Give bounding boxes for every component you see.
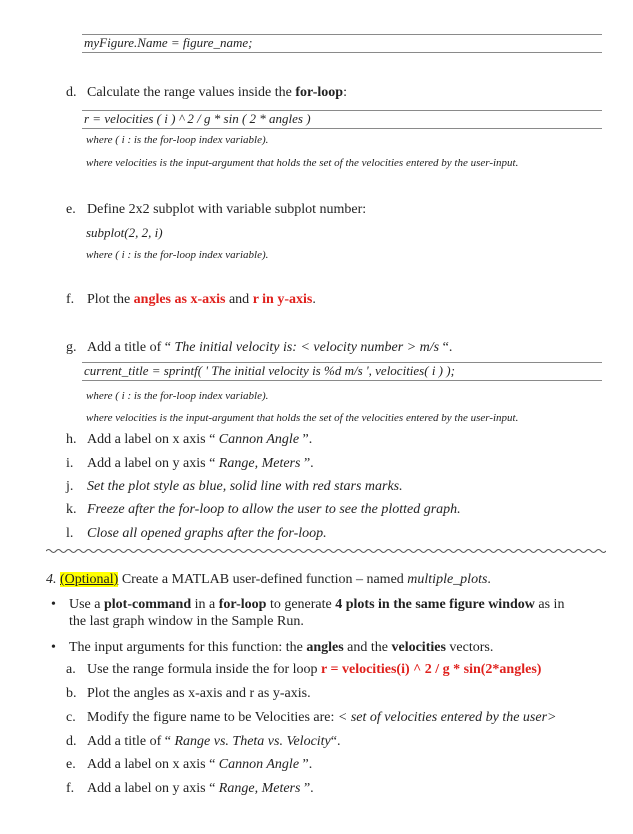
step-g-note-2: where velocities is the input-argument that holds the set of the velocities entered by the user-input. (86, 412, 519, 424)
step-e-label: e. (66, 202, 76, 217)
step-c-label: c. (66, 710, 76, 725)
section-4-text: Create a MATLAB user-defined function – named (118, 572, 408, 587)
step-i (66, 456, 314, 472)
section-4-bullet-1 (69, 597, 564, 613)
step-f-suffix: . (312, 292, 316, 307)
section-4-suffix: . (487, 572, 491, 587)
step-k-label: k. (66, 502, 77, 517)
step-f2-label: f. (66, 781, 75, 796)
step-d-note-2: where velocities is the input-argument that holds the set of the velocities entered by the user-input. (86, 157, 519, 169)
step-f-text: Plot the (87, 292, 134, 307)
step-f-red-2: r in y-axis (252, 292, 313, 307)
step-f-red-1: angles as x-axis (133, 292, 226, 307)
step-a-formula: r = velocities(i) ^ 2 / g * sin(2*angles) (321, 662, 542, 677)
step-i-label: i. (66, 456, 74, 471)
step-h-suffix: ”. (299, 432, 313, 447)
step-g-text: Add a title of “ (87, 340, 175, 355)
section-4-step-a (66, 662, 541, 678)
step-h-label: h. (66, 432, 77, 447)
step-g-suffix: “. (439, 340, 453, 355)
wavy-separator (46, 546, 606, 556)
step-g-label: g. (66, 340, 77, 355)
step-d2-text: Add a title of “ (87, 734, 175, 749)
step-d2-italic: Range vs. Theta vs. Velocity (174, 734, 331, 749)
step-l (66, 526, 327, 542)
step-d (66, 85, 347, 101)
step-d-bold: for-loop (295, 85, 344, 100)
step-c-text: Modify the figure name to be Velocities are: (87, 710, 338, 725)
code-figure-name: myFigure.Name = figure_name; (84, 35, 253, 50)
step-d-note-1: where ( i : is the for-loop index variable). (86, 134, 269, 146)
step-l-text: Close all opened graphs after the for-loop. (87, 526, 327, 541)
step-d-suffix: : (343, 85, 347, 100)
step-d-label: d. (66, 85, 77, 100)
section-4-step-c (66, 710, 556, 726)
step-c-italic: < set of velocities entered by the user> (337, 710, 557, 725)
step-h-italic: Cannon Angle (218, 432, 300, 447)
optional-badge: (Optional) (60, 572, 119, 587)
section-4-heading (46, 572, 491, 588)
section-4-number: 4. (46, 572, 57, 587)
step-e2-text: Add a label on x axis “ (87, 757, 219, 772)
step-d-text: Calculate the range values inside the (87, 85, 296, 100)
section-4-step-e (66, 757, 312, 773)
step-e-note: where ( i : is the for-loop index variable). (86, 249, 269, 261)
step-k-text: Freeze after the for-loop to allow the user to see the plotted graph. (87, 502, 461, 517)
section-4-step-b (66, 686, 311, 702)
step-f-mid: and (225, 292, 253, 307)
bullet-1-bold-plot: plot-command (104, 597, 192, 612)
step-k (66, 502, 461, 518)
step-g-italic: The initial velocity is: < velocity number > m/s (174, 340, 440, 355)
step-j-text: Set the plot style as blue, solid line with red stars marks. (87, 479, 403, 494)
step-j-label: j. (66, 479, 74, 494)
step-l-label: l. (66, 526, 74, 541)
step-e2-italic: Cannon Angle (218, 757, 300, 772)
step-a-label: a. (66, 662, 76, 677)
step-g-note-1: where ( i : is the for-loop index variable). (86, 390, 269, 402)
bullet-dot-1: • (51, 597, 56, 612)
step-e-text: Define 2x2 subplot with variable subplot number: (87, 202, 367, 217)
bullet-1-text-e: to generate (266, 597, 336, 612)
code-title: current_title = sprintf( ' The initial velocity is %d m/s ', velocities( i ) ); (84, 363, 455, 378)
step-i-suffix: ”. (300, 456, 314, 471)
bullet-2-text-e: vectors. (445, 640, 494, 655)
step-d2-suffix: “. (330, 734, 341, 749)
section-4-function-name: multiple_plots (407, 572, 488, 587)
code-range: r = velocities ( i ) ^ 2 / g * sin ( 2 * angles ) (84, 111, 311, 126)
section-4-step-d (66, 734, 341, 750)
bullet-dot-2: • (51, 640, 56, 655)
step-f (66, 292, 316, 308)
step-d2-label: d. (66, 734, 77, 749)
step-h-text: Add a label on x axis “ (87, 432, 219, 447)
bullet-1-text-a: Use a (69, 597, 104, 612)
step-j (66, 479, 403, 495)
step-f-label: f. (66, 292, 75, 307)
section-4-step-f (66, 781, 314, 797)
step-e (66, 202, 366, 218)
bullet-2-text-c: and the (343, 640, 392, 655)
step-f2-italic: Range, Meters (218, 781, 301, 796)
step-i-italic: Range, Meters (218, 456, 301, 471)
step-i-text: Add a label on y axis “ (87, 456, 219, 471)
step-e2-label: e. (66, 757, 76, 772)
step-e2-suffix: ”. (299, 757, 313, 772)
section-4-bullet-1-line-2: the last graph window in the Sample Run. (69, 614, 304, 629)
step-h (66, 432, 312, 448)
bullet-2-bold-angles: angles (306, 640, 344, 655)
step-a-text: Use the range formula inside the for loop (87, 662, 322, 677)
section-4-bullet-2 (69, 640, 493, 656)
step-g (66, 340, 452, 356)
bullet-1-bold-plots: 4 plots in the same figure window (335, 597, 535, 612)
step-b-text: Plot the angles as x-axis and r as y-axis. (87, 686, 311, 701)
code-subplot: subplot(2, 2, i) (86, 225, 163, 240)
step-f2-suffix: ”. (300, 781, 314, 796)
bullet-2-bold-velocities: velocities (391, 640, 446, 655)
bullet-1-text-g: as in (534, 597, 565, 612)
bullet-2-text-a: The input arguments for this function: the (69, 640, 307, 655)
step-f2-text: Add a label on y axis “ (87, 781, 219, 796)
bullet-1-text-c: in a (191, 597, 219, 612)
step-b-label: b. (66, 686, 77, 701)
bullet-1-bold-loop: for-loop (218, 597, 267, 612)
